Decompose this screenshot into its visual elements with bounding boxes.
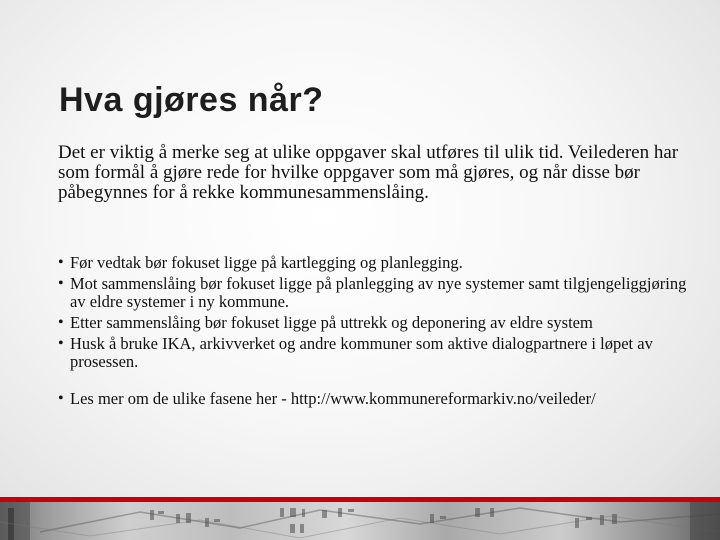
bullet-icon: • — [58, 335, 64, 352]
bullet-item — [58, 314, 698, 332]
bullet-icon: • — [58, 390, 64, 407]
bullet-text: Før vedtak bør fokuset ligge på kartlegging og planlegging. — [70, 253, 463, 272]
bullet-icon: • — [58, 254, 64, 271]
bullet-text: Mot sammenslåing bør fokuset ligge på planlegging av nye systemer samt tilgjengeliggjøring av eldre systemer i ny kommune. — [70, 274, 687, 311]
bullet-text: Etter sammenslåing bør fokuset ligge på uttrekk og deponering av eldre system — [70, 313, 593, 332]
bullet-item — [58, 275, 698, 311]
bullet-text: Les mer om de ulike fasene her - http://www.kommunereformarkiv.no/veileder/ — [70, 389, 596, 408]
archive-photo-strip — [0, 502, 720, 540]
slide-title: Hva gjøres når? — [59, 80, 324, 119]
bullet-icon: • — [58, 314, 64, 331]
bullet-icon: • — [58, 275, 64, 292]
photo-texture — [0, 502, 720, 540]
bullet-item-link — [58, 390, 698, 408]
bullet-text: Husk å bruke IKA, arkivverket og andre kommuner som aktive dialogpartnere i løpet av prosessen. — [70, 334, 653, 371]
bullet-list — [58, 254, 698, 411]
intro-paragraph: Det er viktig å merke seg at ulike oppgaver skal utføres til ulik tid. Veilederen har som formål å gjøre rede for hvilke oppgaver som må gjøres, og når disse bør påbegynnes for å rekke kommunesammenslåing. — [58, 142, 679, 203]
bullet-item — [58, 254, 698, 272]
bullet-item — [58, 335, 698, 371]
